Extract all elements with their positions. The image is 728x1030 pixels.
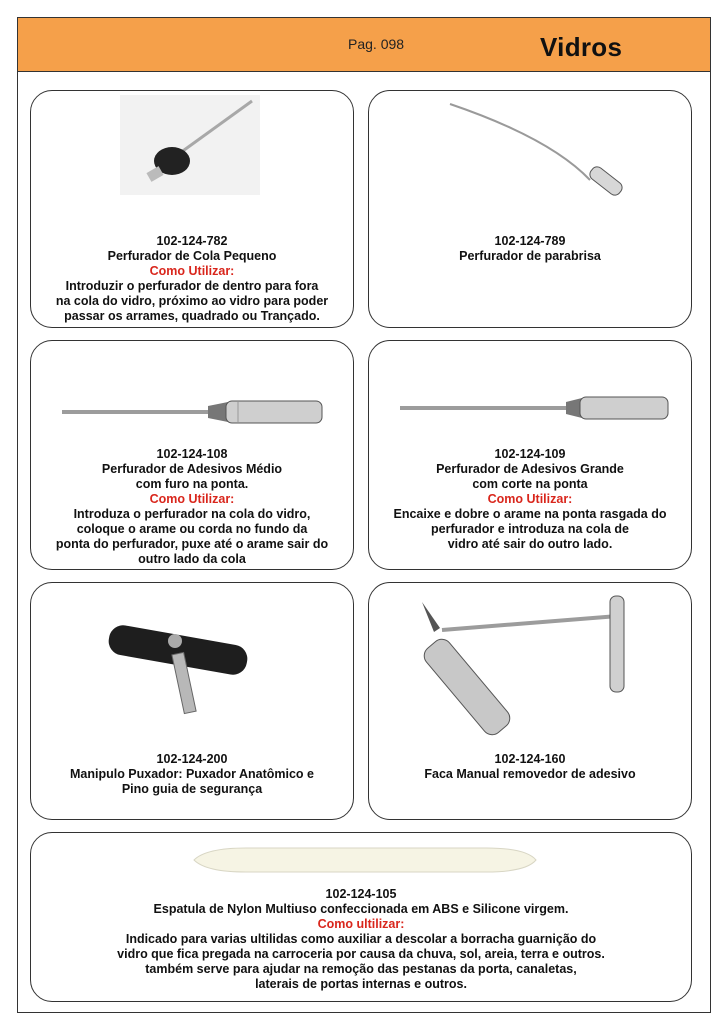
product-code: 102-124-160	[494, 752, 566, 766]
product-text-109	[370, 447, 690, 552]
product-name: Perfurador de Adesivos Médio	[101, 462, 283, 476]
product-photo-160	[412, 592, 636, 744]
product-name: Espatula de Nylon Multiuso confeccionada em ABS e Silicone virgem.	[153, 902, 569, 916]
product-name-line2: com corte na ponta	[472, 477, 588, 491]
product-name-line2: Pino guia de segurança	[121, 782, 263, 796]
product-code: 102-124-108	[156, 447, 228, 461]
page-number: Pag. 098	[348, 36, 405, 52]
product-code: 102-124-789	[494, 234, 566, 248]
product-name: Perfurador de Adesivos Grande	[436, 462, 624, 476]
product-code: 102-124-782	[156, 234, 228, 248]
product-name: Faca Manual removedor de adesivo	[424, 767, 636, 781]
product-text-105	[32, 887, 690, 992]
instruction-line: perfurador e introduza na cola de	[431, 522, 629, 536]
product-photo-200	[100, 615, 260, 725]
product-text-108	[32, 447, 352, 567]
instruction-line: ponta do perfurador, puxe até o arame sair do	[55, 537, 329, 551]
how-to-use-label: Como ultilizar:	[317, 917, 405, 931]
instruction-line: vidro que fica pregada na carroceria por causa da chuva, sol, areia, terra e outros.	[117, 947, 605, 961]
product-text-782	[32, 234, 352, 324]
product-text-160	[370, 752, 690, 782]
product-photo-782	[120, 95, 260, 195]
product-text-200	[32, 752, 352, 797]
instruction-line: Introduza o perfurador na cola do vidro,	[73, 507, 311, 521]
product-text-789	[370, 234, 690, 264]
instruction-line: na cola do vidro, próximo ao vidro para poder	[55, 294, 329, 308]
instruction-line: Introduzir o perfurador de dentro para fora	[65, 279, 319, 293]
product-photo-789	[440, 98, 630, 213]
product-name-line2: com furo na ponta.	[135, 477, 249, 491]
instruction-line: também serve para ajudar na remoção das pestanas da porta, canaletas,	[145, 962, 577, 976]
instruction-line: laterais de portas internas e outros.	[255, 977, 467, 991]
instruction-line: Encaixe e dobre o arame na ponta rasgada do	[393, 507, 667, 521]
product-code: 102-124-200	[156, 752, 228, 766]
instruction-line: passar os arrames, quadrado ou Trançado.	[64, 309, 320, 323]
instruction-line: outro lado da cola	[138, 552, 246, 566]
how-to-use-label: Como Utilizar:	[149, 264, 235, 278]
product-photo-105	[186, 842, 542, 878]
product-name: Manipulo Puxador: Puxador Anatômico e	[69, 767, 314, 781]
product-photo-108	[58, 398, 328, 426]
product-name: Perfurador de Cola Pequeno	[107, 249, 277, 263]
instruction-line: coloque o arame ou corda no fundo da	[76, 522, 308, 536]
instruction-line: vidro até sair do outro lado.	[447, 537, 613, 551]
how-to-use-label: Como Utilizar:	[487, 492, 573, 506]
section-title: Vidros	[540, 32, 623, 62]
product-photo-109	[396, 394, 672, 422]
instruction-line: Indicado para varias ultilidas como auxiliar a descolar a borracha guarnição do	[125, 932, 597, 946]
product-name: Perfurador de parabrisa	[459, 249, 601, 263]
product-code: 102-124-109	[494, 447, 566, 461]
how-to-use-label: Como Utilizar:	[149, 492, 235, 506]
product-code: 102-124-105	[325, 887, 397, 901]
